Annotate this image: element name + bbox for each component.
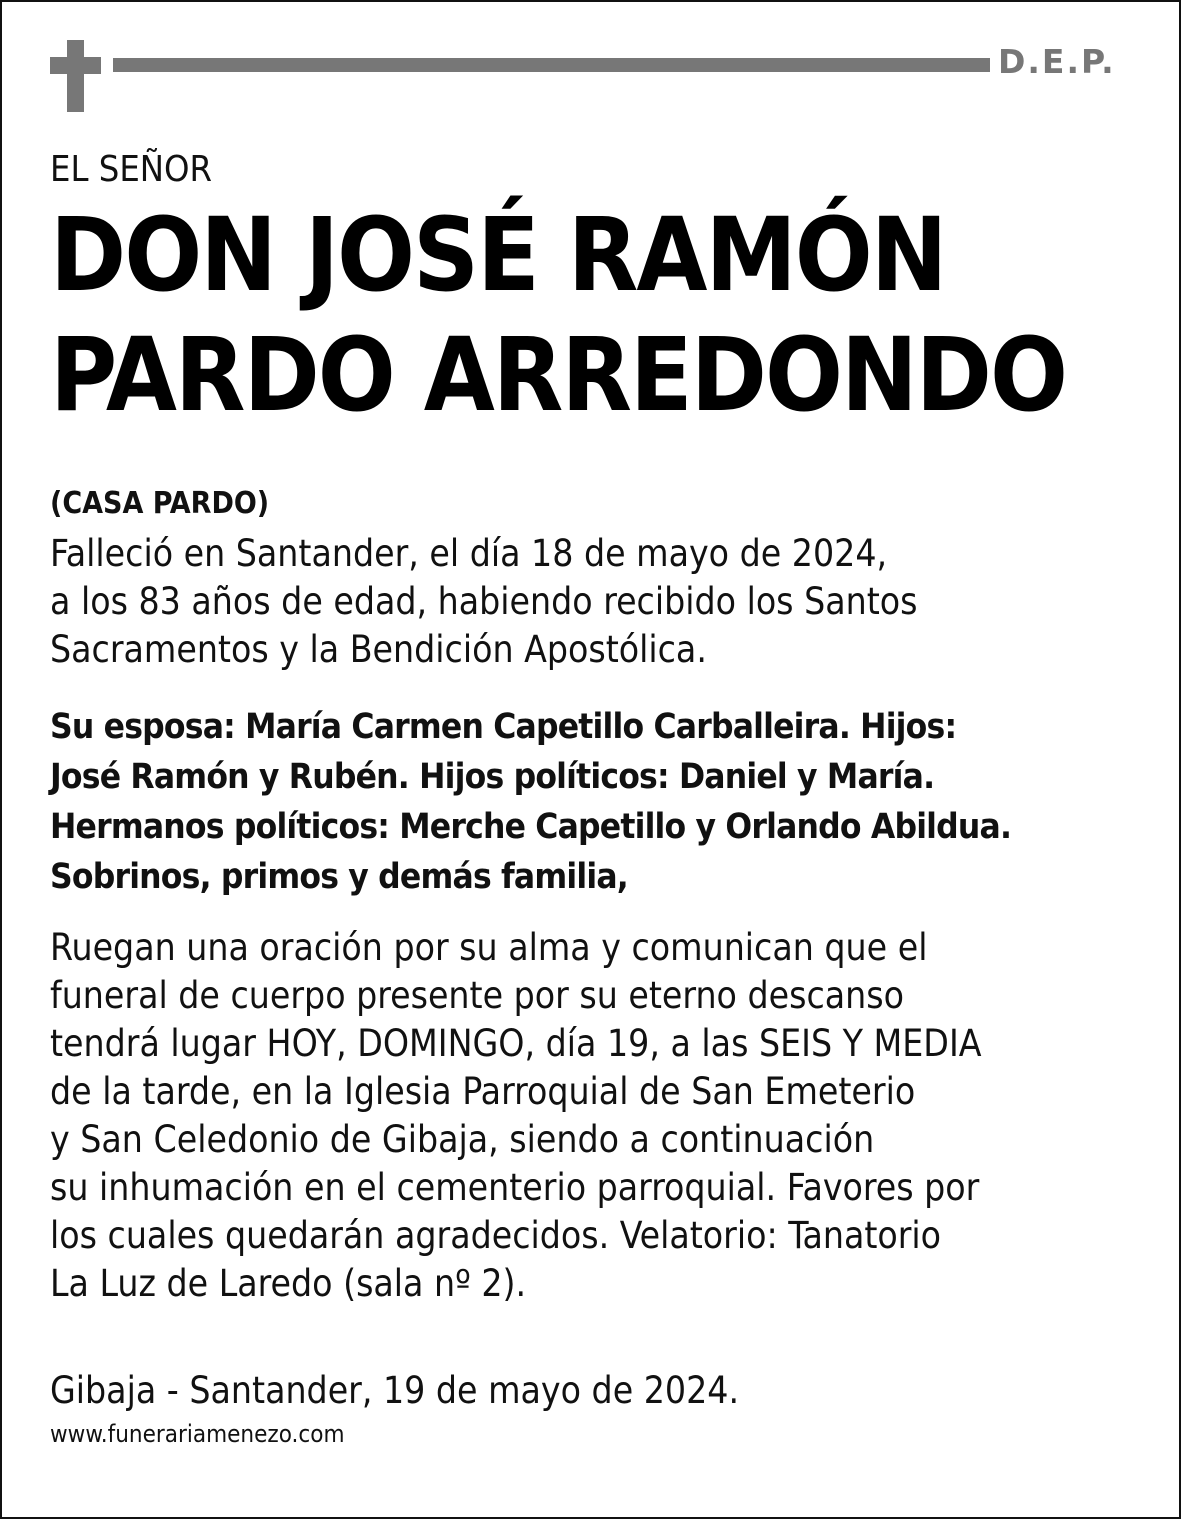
text-line: Gibaja - Santander, 19 de mayo de 2024. bbox=[50, 1369, 740, 1412]
text-line: Sacramentos y la Bendición Apostólica. bbox=[50, 628, 707, 671]
name-line: PARDO ARREDONDO bbox=[50, 316, 1066, 435]
funeral-paragraph bbox=[50, 924, 982, 1308]
text-line: Hermanos políticos: Merche Capetillo y Orlando Abildua. bbox=[50, 807, 1012, 847]
text-line: tendrá lugar HOY, DOMINGO, día 19, a las SEIS Y MEDIA bbox=[50, 1022, 982, 1065]
house-alias: (CASA PARDO) bbox=[50, 486, 270, 521]
honorific: EL SEÑOR bbox=[50, 149, 213, 190]
text-line: Sobrinos, primos y demás familia, bbox=[50, 857, 628, 897]
text-line: a los 83 años de edad, habiendo recibido los Santos bbox=[50, 580, 918, 623]
text-line: de la tarde, en la Iglesia Parroquial de San Emeterio bbox=[50, 1070, 916, 1113]
text-line: los cuales quedarán agradecidos. Velatorio: Tanatorio bbox=[50, 1214, 942, 1257]
text-line: Su esposa: María Carmen Capetillo Carballeira. Hijos: bbox=[50, 707, 957, 747]
text-line: funeral de cuerpo presente por su eterno descanso bbox=[50, 974, 904, 1017]
header-rule bbox=[113, 58, 990, 72]
text-line: Ruegan una oración por su alma y comunican que el bbox=[50, 926, 928, 969]
website-link[interactable]: www.funerariamenezo.com bbox=[50, 1420, 345, 1448]
death-paragraph bbox=[50, 530, 917, 674]
text-line: y San Celedonio de Gibaja, siendo a continuación bbox=[50, 1118, 875, 1161]
text-line: su inhumación en el cementerio parroquial. Favores por bbox=[50, 1166, 980, 1209]
text-line: La Luz de Laredo (sala nº 2). bbox=[50, 1262, 527, 1305]
text-line: José Ramón y Rubén. Hijos políticos: Daniel y María. bbox=[50, 757, 935, 797]
family-paragraph bbox=[50, 702, 1011, 902]
dep-label: D.E.P. bbox=[998, 42, 1116, 81]
text-line: Falleció en Santander, el día 18 de mayo de 2024, bbox=[50, 532, 888, 575]
place-date-line bbox=[50, 1367, 739, 1415]
deceased-name bbox=[50, 196, 1066, 436]
name-line: DON JOSÉ RAMÓN bbox=[50, 196, 946, 315]
